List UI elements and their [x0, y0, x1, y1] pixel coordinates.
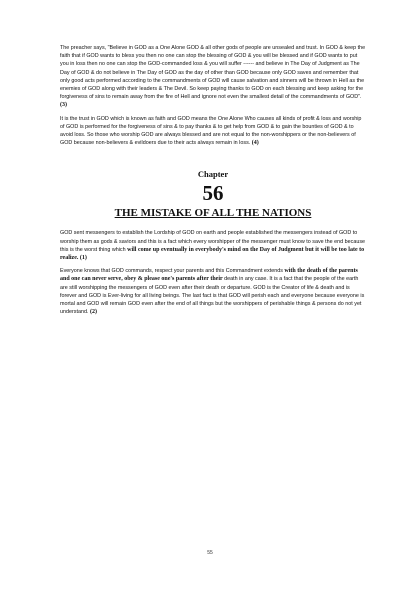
- paragraph-text: death in any case. It is a fact that the people of the earth are still worshipping the messengers of GOD even after their death or departure. GOD is the Creator of life & death and is forever and GOD is Ever-living for all living beings. The last fact is that GOD will perish each and everyone because everyone is mortal and GOD will remain GOD even after the end of all things but the worshippers of perishable things & persons do not yet understand.: [60, 276, 365, 316]
- paragraph-text: It is the trust in GOD which is known as faith and GOD means the One Alone Who causes all kinds of profit & loss and worship of GOD is performed for the forgiveness of sins & to pay thanks & to get help from GOD & to gain the bounties of GOD & to avoid loss. So those who worship GOD are always blessed and are not equal to the non-worshippers or the non-believers of GOD because non-believers & evildoers due to their acts always remain in loss.: [60, 115, 362, 147]
- paragraph-text: Everyone knows that GOD commands, respect your parents and this Commandment extends: [60, 268, 283, 275]
- paragraph-text-emphasis: will come up eventually in everybody's mind on the Day of Judgment but it will be too late to realize.: [60, 246, 365, 262]
- chapter-number: 56: [202, 181, 224, 206]
- paragraph-trust-in-god: [60, 115, 366, 148]
- reference-marker: (2): [89, 309, 97, 316]
- reference-marker: (4): [251, 140, 259, 147]
- paragraph-preacher-says: [60, 44, 366, 110]
- chapter-title: THE MISTAKE OF ALL THE NATIONS: [114, 207, 312, 220]
- paragraph-messengers: [60, 229, 366, 262]
- paragraph-text: The preacher says, "Believe in GOD as a One Alone GOD & all other gods of people are unsealed and trust. In GOD & keep the faith that if GOD wants to bless you then no one can stop the blessing of GOD & you will be blessed and if GOD wants to put you in loss then no one can stop the GOD-commanded loss & you will suffer ------ and believe in The Day of Judgment as The Day of GOD & do not believe in The Day of GOD as the day of other than GOD because only GOD saves and remember that only good acts performed according to the commandments of GOD will cause salvation and sinners will be thrown in Hell as the enemies of GOD along with their leaders & The Devil. So keep paying thanks to GOD on each blessing and keep asking for the forgiveness of sins to remain away from the fire of Hell and ignore not even the smallest detail of the commandments of GOD".: [60, 45, 366, 101]
- document-page: [60, 44, 366, 321]
- paragraph-text-emphasis: with the death of the parents and one can never serve, obey & please one's parents after their: [60, 268, 358, 283]
- paragraph-respect-parents: [60, 267, 366, 316]
- reference-marker: (1): [79, 255, 87, 262]
- page-number: 55: [207, 550, 213, 556]
- reference-marker: (3): [60, 102, 67, 109]
- paragraph-text: GOD sent messengers to establish the Lordship of GOD on earth and people established the messengers instead of GOD to worship them as gods & saviors and this is a fact which every worshipper of the messenger must know to save the end because this is the worst thing which: [60, 230, 366, 253]
- chapter-label: Chapter: [197, 169, 229, 180]
